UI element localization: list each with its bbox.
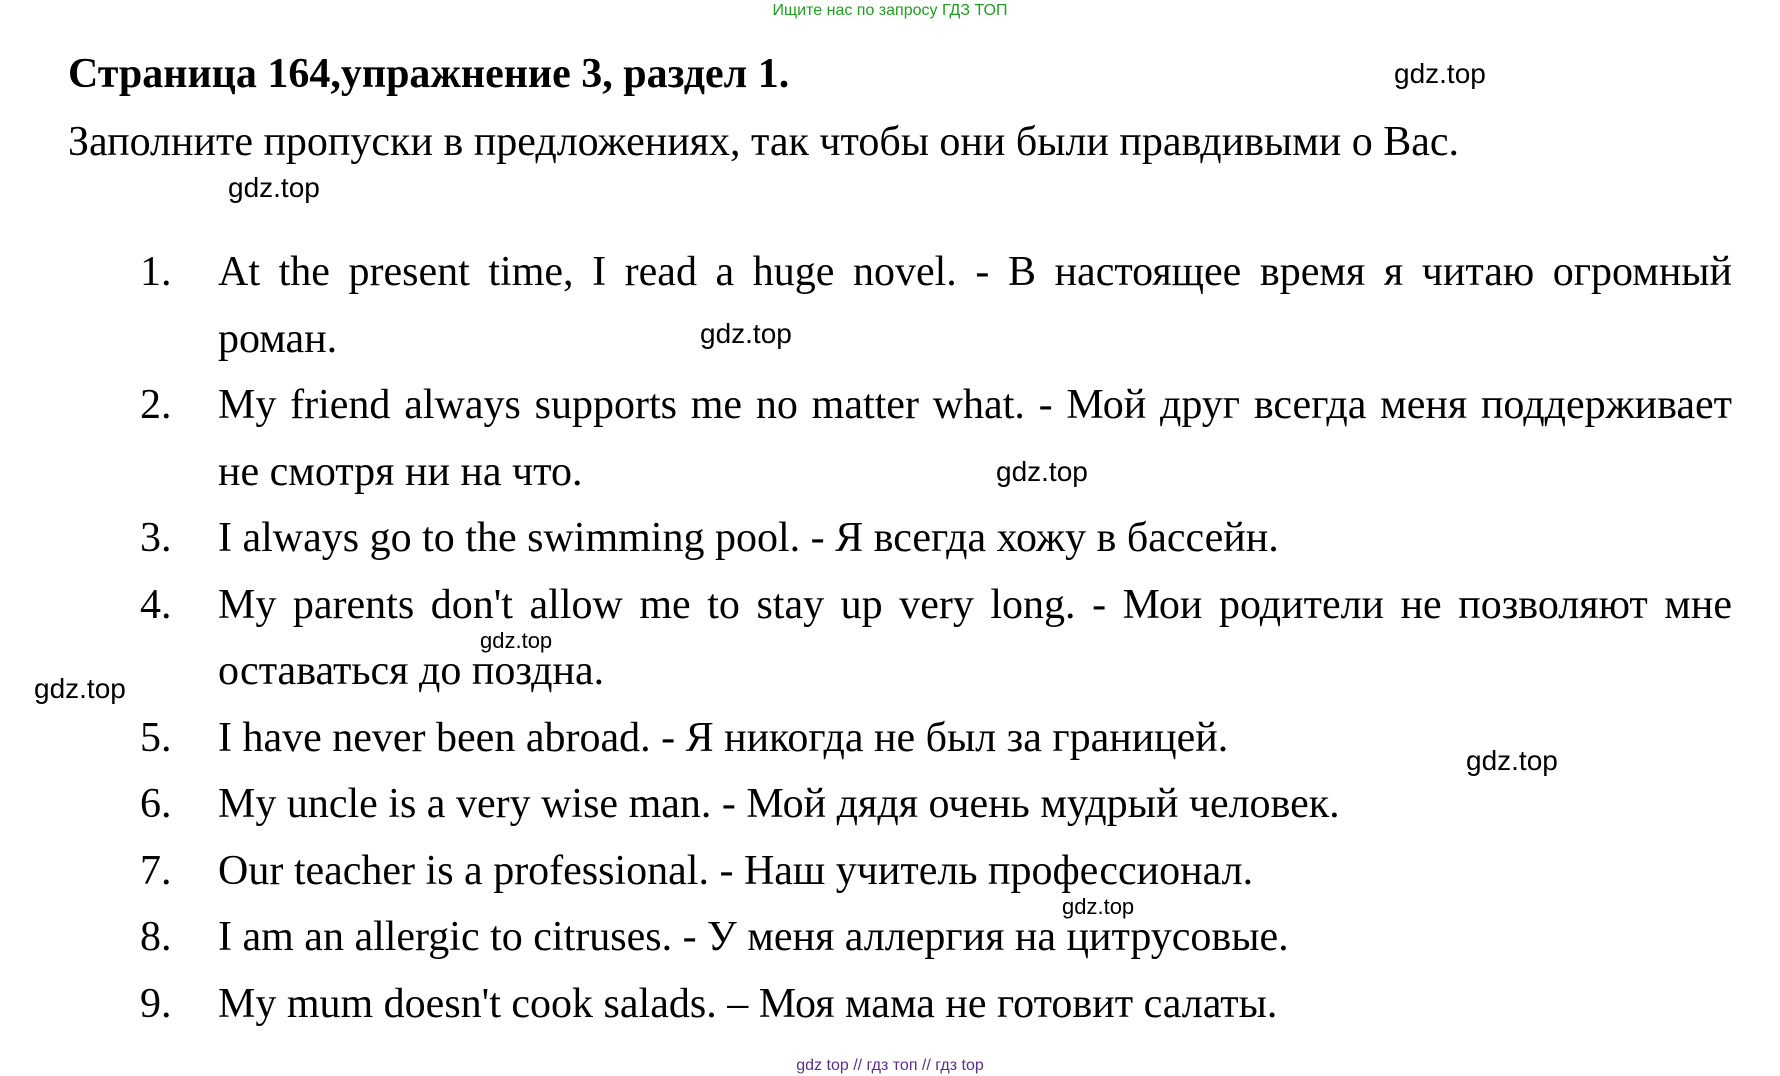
item-text: My mum doesn't cook salads. – Моя мама не готовит салаты. [218, 980, 1278, 1027]
item-text: At the present time, I read a huge novel. - В настоящее время я читаю огромный роман. [218, 249, 1732, 362]
exercise-instruction: Заполните пропуски в предложениях, так чтобы они были правдивыми о Вас. [68, 119, 1460, 165]
watermark: gdz.top [996, 456, 1088, 487]
watermark: gdz.top [480, 628, 553, 653]
list-item [140, 239, 1732, 372]
item-text: My uncle is a very wise man. - Мой дядя очень мудрый человек. [218, 781, 1340, 827]
item-number: 9. [140, 980, 172, 1027]
item-text: I have never been abroad. - Я никогда не был за границей. [218, 714, 1229, 761]
item-number: 2. [140, 382, 172, 428]
item-number: 1. [140, 249, 172, 295]
item-text: My parents don't allow me to stay up very long. - Мои родители не позволяют мне оставаться до поздна. [218, 581, 1732, 694]
item-number: 7. [140, 847, 172, 894]
item-text: My friend always supports me no matter what. - Мой друг всегда меня поддерживает не смотря ни на что. [218, 382, 1732, 495]
list-item [140, 572, 1732, 705]
top-banner[interactable]: Ищите нас по запросу ГДЗ ТОП [772, 2, 1008, 19]
item-number: 3. [140, 515, 172, 561]
list-item [140, 971, 1732, 1038]
watermark: gdz.top [1466, 745, 1558, 776]
sentence-list [140, 239, 1732, 1037]
list-item [140, 505, 1732, 572]
watermark: gdz.top [700, 318, 792, 349]
item-number: 5. [140, 714, 172, 761]
item-number: 4. [140, 581, 172, 628]
list-item [140, 904, 1732, 971]
page-title: Страница 164,упражнение 3, раздел 1. [68, 51, 790, 97]
list-item [140, 838, 1732, 905]
watermark: gdz.top [34, 673, 126, 704]
item-text: I am an allergic to citruses. - У меня аллергия на цитрусовые. [218, 914, 1289, 960]
watermark: gdz.top [1394, 58, 1486, 89]
item-number: 6. [140, 781, 172, 827]
item-number: 8. [140, 914, 172, 960]
item-text: I always go to the swimming pool. - Я всегда хожу в бассейн. [218, 515, 1279, 561]
bottom-banner[interactable]: gdz top // гдз топ // гдз top [796, 1057, 984, 1074]
list-item [140, 372, 1732, 505]
list-item [140, 771, 1732, 838]
item-text: Our teacher is a professional. - Наш учитель профессионал. [218, 847, 1254, 894]
watermark: gdz.top [1062, 894, 1135, 919]
watermark: gdz.top [228, 172, 320, 203]
